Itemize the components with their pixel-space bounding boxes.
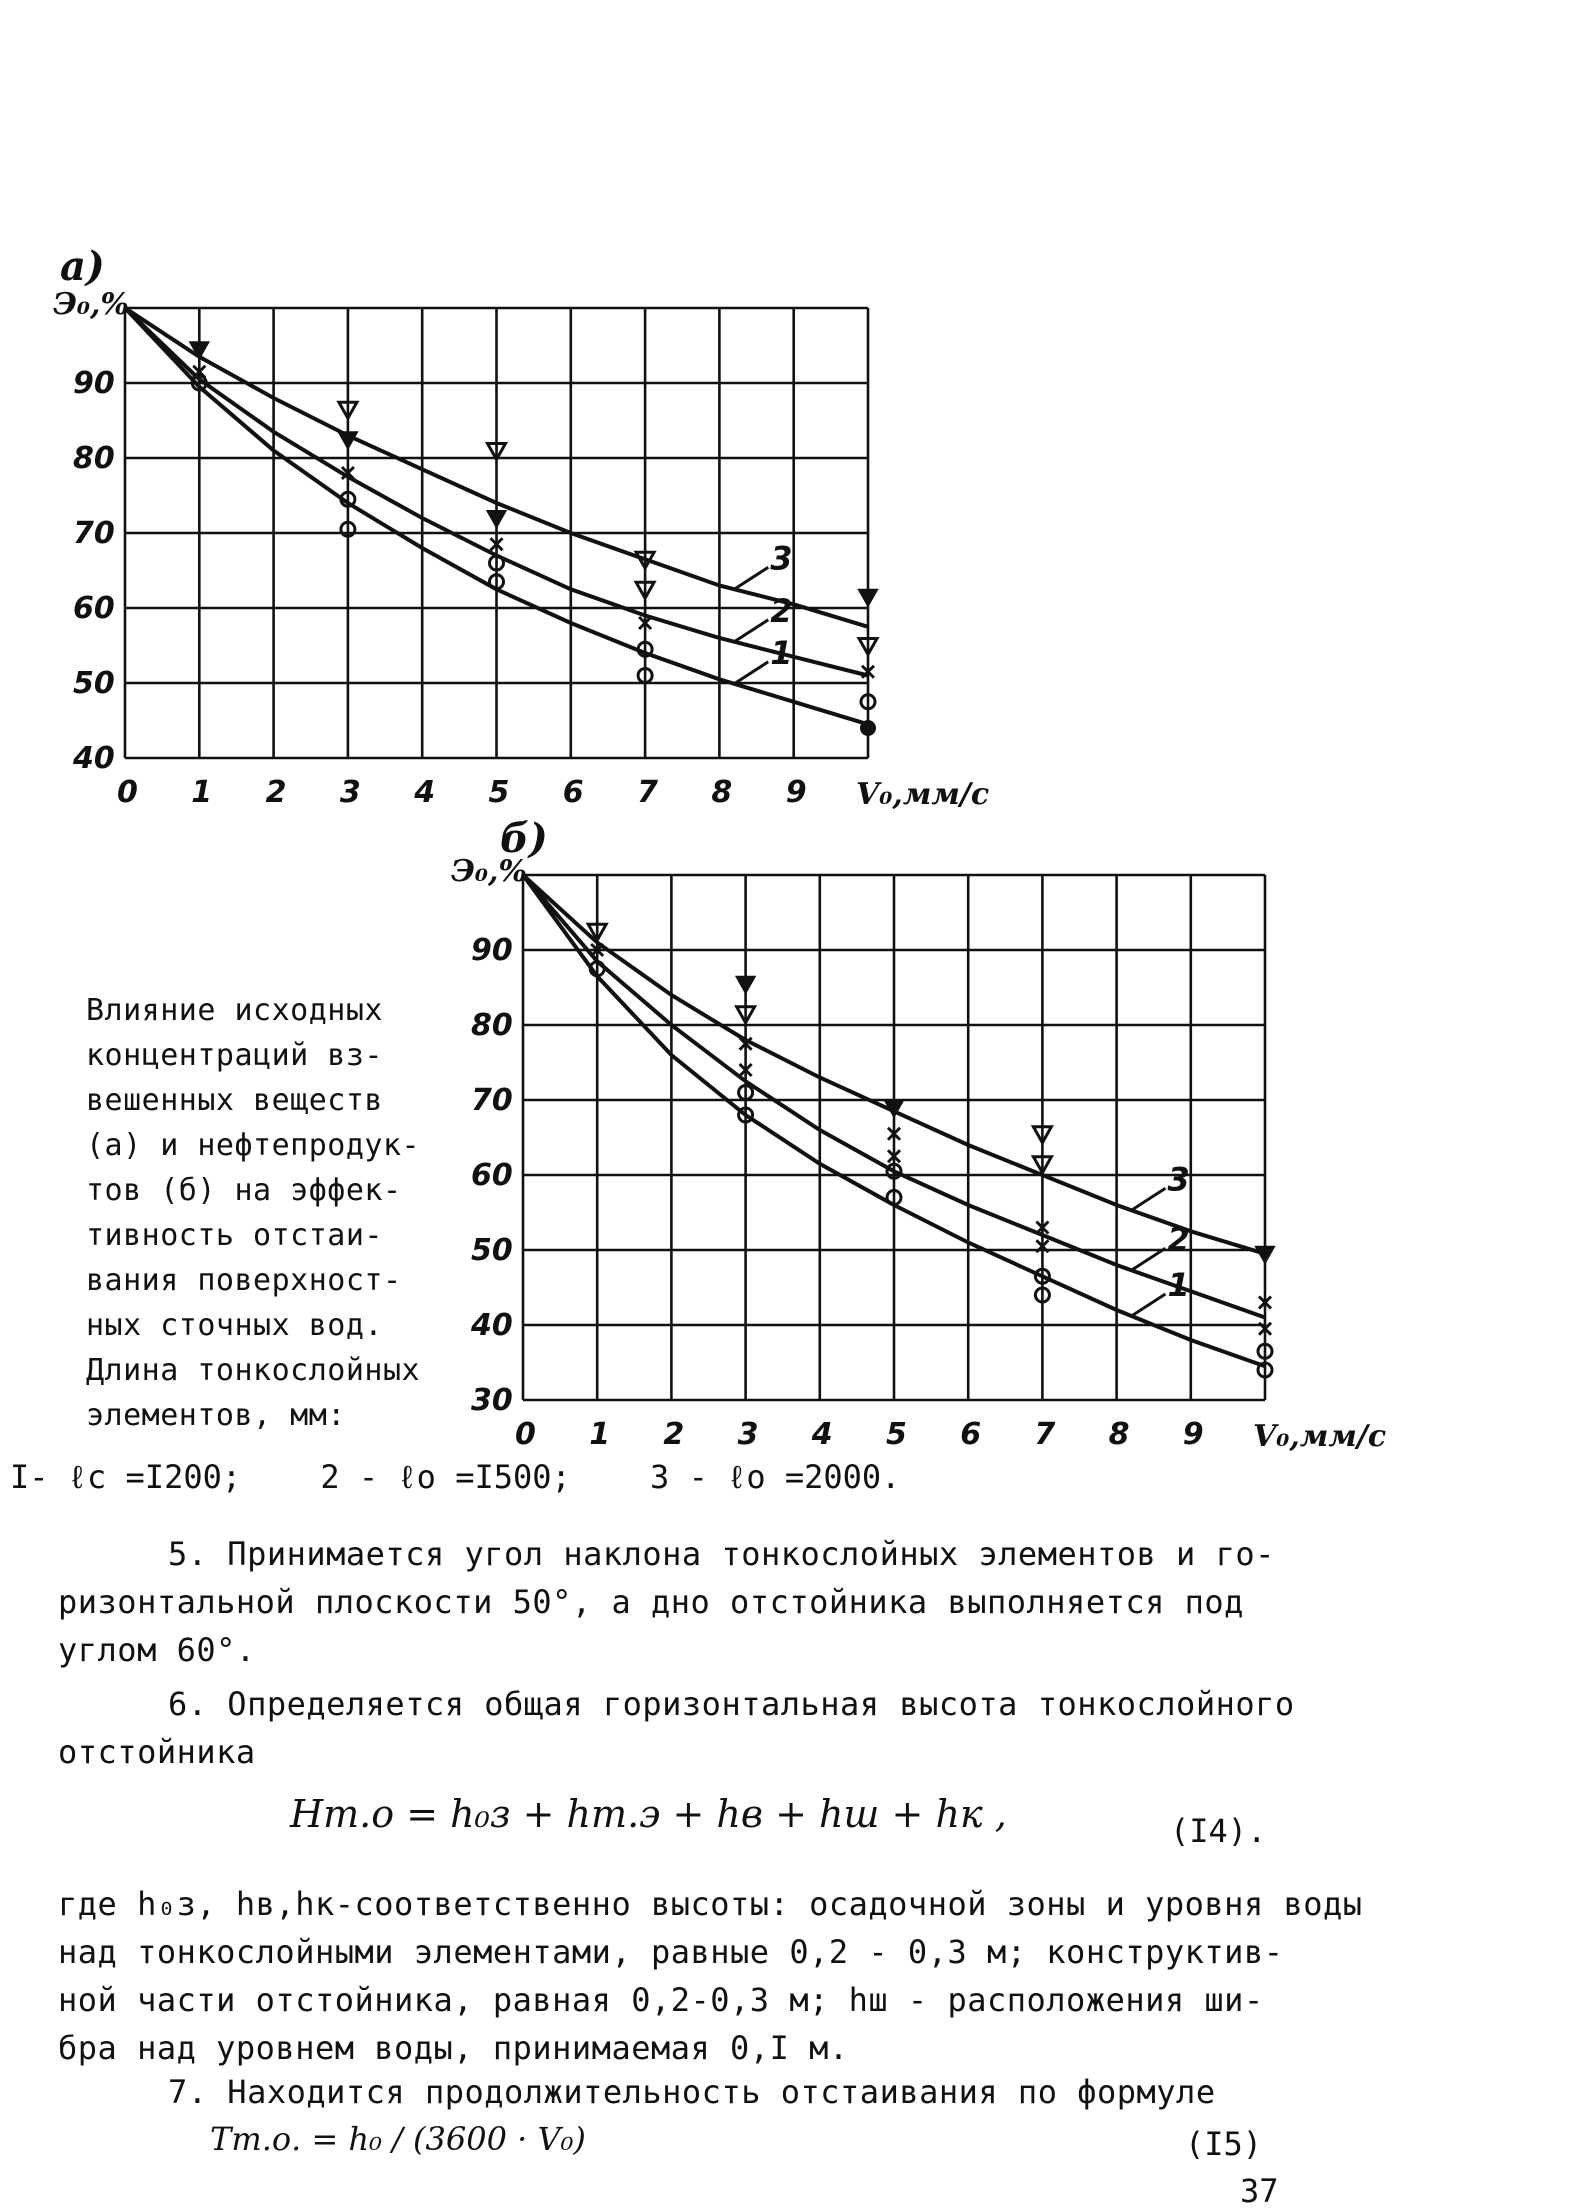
- caption-line: вешенных веществ: [86, 1083, 383, 1118]
- text-line: 5. Принимается угол наклона тонкослойных элементов и го-: [168, 1535, 1275, 1573]
- formula-14-number: (I4).: [1170, 1812, 1267, 1850]
- caption-line: ных сточных вод.: [86, 1308, 383, 1343]
- caption-line: вания поверхност-: [86, 1263, 402, 1298]
- caption-line: (а) и нефтепродук-: [86, 1128, 421, 1163]
- x-tick-label: 1: [191, 775, 213, 810]
- data-point-triangle: [737, 977, 755, 993]
- x-axis-label: V₀,мм/с: [1253, 1419, 1387, 1454]
- text-line: над тонкослойными элементами, равные 0,2 - 0,3 м; конструктив-: [58, 1933, 1284, 1971]
- x-tick-label: 6: [562, 775, 584, 810]
- y-tick-label: 80: [73, 441, 115, 476]
- caption-line: тов (б) на эффек-: [86, 1173, 402, 1208]
- data-point-triangle: [859, 590, 877, 606]
- series-3-leader: [1131, 1188, 1165, 1210]
- series-1-label: 1: [1167, 1266, 1190, 1304]
- y-tick-label: 40: [73, 741, 115, 776]
- caption-line: Длина тонкослойных: [86, 1353, 421, 1388]
- y-tick-label: 50: [471, 1233, 513, 1268]
- text-line: углом 60°.: [58, 1631, 256, 1669]
- series-1-label: 1: [770, 633, 793, 672]
- x-tick-label: 8: [1108, 1417, 1130, 1452]
- panel-label: а): [60, 243, 105, 290]
- page-number: 37: [1240, 2172, 1279, 2210]
- y-tick-label: 30: [471, 1383, 513, 1418]
- legend-item-2: 2 - ℓо =I500;: [320, 1458, 571, 1496]
- x-tick-label: 4: [414, 775, 436, 810]
- data-point-triangle: [488, 511, 506, 527]
- x-tick-label: 5: [886, 1417, 907, 1452]
- formula-14: Hт.о = h₀з + hт.э + hв + hш + hк ,: [290, 1792, 1007, 1836]
- paragraph-where: [58, 1880, 1478, 2072]
- formula-15-number: (I5): [1185, 2125, 1263, 2163]
- paragraph-6: [58, 1680, 1478, 1776]
- series-3-leader: [734, 567, 768, 589]
- x-tick-label: 4: [811, 1417, 833, 1452]
- x-tick-label: 2: [265, 775, 287, 810]
- text-line: 6. Определяется общая горизонтальная высота тонкослойного: [168, 1685, 1295, 1723]
- x-tick-label: 6: [960, 1417, 982, 1452]
- panel-label: б): [500, 815, 548, 862]
- caption-line: концентраций вз-: [86, 1038, 383, 1073]
- y-axis-label: Э₀,%: [53, 287, 129, 322]
- series-3-label: 3: [770, 539, 793, 578]
- series-3-label: 3: [1167, 1160, 1190, 1199]
- text-line: ной части отстойника, равная 0,2-0,3 м; hш - расположения ши-: [58, 1981, 1264, 2019]
- series-2-leader: [1131, 1248, 1165, 1270]
- paragraph-5: [58, 1530, 1478, 1674]
- x-tick-label: 0: [515, 1417, 536, 1452]
- y-tick-label: 60: [471, 1158, 513, 1193]
- y-tick-label: 70: [73, 516, 115, 551]
- paragraph-7: [58, 2068, 1478, 2116]
- data-point-triangle: [190, 342, 208, 358]
- series-1-leader: [1131, 1294, 1165, 1316]
- x-tick-label: 9: [1182, 1417, 1204, 1452]
- data-point-triangle: [1256, 1247, 1274, 1263]
- x-tick-label: 1: [589, 1417, 611, 1452]
- x-tick-label: 7: [637, 775, 658, 810]
- legend-item-3: 3 - ℓо =2000.: [650, 1458, 901, 1496]
- y-tick-label: 90: [471, 933, 513, 968]
- x-tick-label: 3: [339, 775, 361, 810]
- y-tick-label: 70: [471, 1083, 513, 1118]
- formula-15: Тт.о. = h₀ / (3600 · V₀): [210, 2120, 586, 2158]
- x-tick-label: 3: [737, 1417, 759, 1452]
- text-line: 7. Находится продолжительность отстаивания по формуле: [168, 2073, 1216, 2111]
- series-2-label: 2: [770, 591, 793, 630]
- x-tick-label: 9: [785, 775, 807, 810]
- series-2-label: 2: [1167, 1220, 1190, 1259]
- x-tick-label: 0: [117, 775, 138, 810]
- caption-line: Влияние исходных: [86, 993, 383, 1028]
- text-line: где h₀з, hв,hк-соответственно высоты: осадочной зоны и уровня воды: [58, 1885, 1363, 1923]
- data-point-circle: [861, 721, 875, 735]
- element-length-legend: [10, 1458, 1010, 1498]
- x-tick-label: 8: [711, 775, 733, 810]
- x-tick-label: 2: [663, 1417, 685, 1452]
- x-axis-label: V₀,мм/с: [856, 777, 990, 812]
- series-2-leader: [734, 620, 768, 642]
- caption-line: тивность отстаи-: [86, 1218, 383, 1253]
- y-tick-label: 40: [471, 1308, 513, 1343]
- text-line: отстойника: [58, 1733, 256, 1771]
- series-1-leader: [734, 662, 768, 684]
- legend-item-1: I- ℓс =I200;: [10, 1458, 242, 1496]
- y-axis-label: Э₀,%: [451, 854, 527, 889]
- text-line: ризонтальной плоскости 50°, а дно отстойника выполняется под: [58, 1583, 1244, 1621]
- figure-caption: [86, 988, 456, 1438]
- chart-a: [0, 0, 1574, 880]
- caption-line: элементов, мм:: [86, 1398, 346, 1433]
- x-tick-label: 5: [488, 775, 510, 810]
- y-tick-label: 50: [73, 666, 115, 701]
- text-line: бра над уровнем воды, принимаемая 0,I м.: [58, 2029, 849, 2067]
- y-tick-label: 60: [73, 591, 115, 626]
- y-tick-label: 90: [73, 366, 115, 401]
- x-tick-label: 7: [1034, 1417, 1056, 1452]
- y-tick-label: 80: [471, 1008, 513, 1043]
